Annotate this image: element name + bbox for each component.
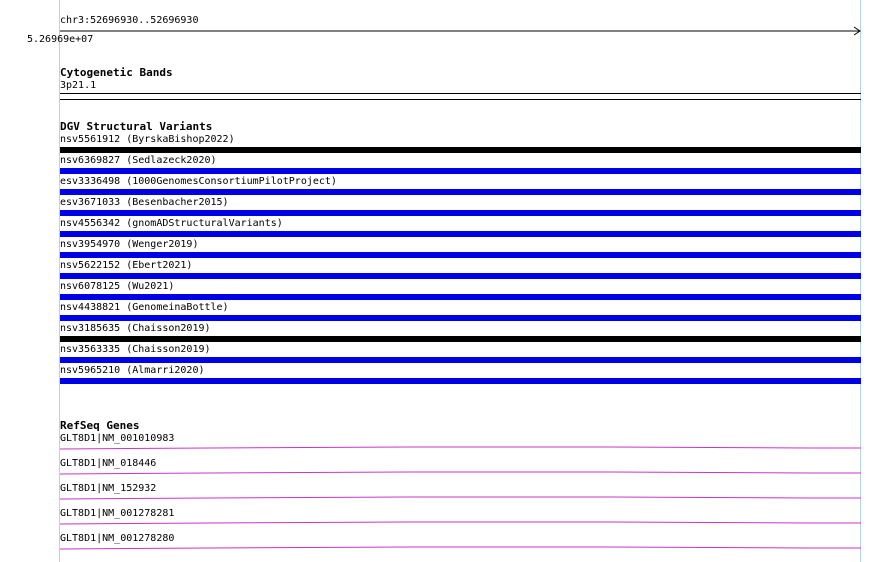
dgv-feature-label[interactable]: esv3671033 (Besenbacher2015) bbox=[60, 197, 229, 208]
dgv-feature-bar[interactable] bbox=[60, 273, 861, 279]
refseq-gene-label[interactable]: GLT8D1|NM_001010983 bbox=[60, 433, 175, 444]
dgv-feature-label[interactable]: nsv6078125 (Wu2021) bbox=[60, 281, 175, 292]
refseq-gene-label[interactable]: GLT8D1|NM_152932 bbox=[60, 483, 157, 494]
dgv-feature-bar[interactable] bbox=[60, 147, 861, 153]
dgv-feature-bar[interactable] bbox=[60, 252, 861, 258]
dgv-feature-bar[interactable] bbox=[60, 336, 861, 342]
dgv-feature-label[interactable]: nsv5561912 (ByrskaBishop2022) bbox=[60, 134, 235, 145]
refseq-gene-model[interactable] bbox=[60, 521, 861, 525]
dgv-feature-bar[interactable] bbox=[60, 378, 861, 384]
dgv-feature-label[interactable]: nsv3954970 (Wenger2019) bbox=[60, 239, 199, 250]
cytoband-bar-top bbox=[60, 93, 861, 94]
dgv-feature-bar[interactable] bbox=[60, 315, 861, 321]
refseq-gene-model[interactable] bbox=[60, 546, 861, 550]
refseq-track-title: RefSeq Genes bbox=[60, 419, 140, 432]
dgv-feature-label[interactable]: esv3336498 (1000GenomesConsortiumPilotProject) bbox=[60, 176, 337, 187]
refseq-gene-model[interactable] bbox=[60, 471, 861, 475]
dgv-feature-label[interactable]: nsv5965210 (Almarri2020) bbox=[60, 365, 205, 376]
dgv-feature-bar[interactable] bbox=[60, 189, 861, 195]
gene-intron-line bbox=[60, 497, 861, 499]
cytoband-label: 3p21.1 bbox=[60, 80, 97, 91]
right-guide-line bbox=[860, 0, 861, 562]
cytoband-bar-bottom bbox=[60, 99, 861, 100]
dgv-feature-label[interactable]: nsv6369827 (Sedlazeck2020) bbox=[60, 155, 217, 166]
cytoband-track-title: Cytogenetic Bands bbox=[60, 66, 173, 79]
locus-label: chr3:52696930..52696930 bbox=[60, 15, 199, 26]
dgv-feature-label[interactable]: nsv4438821 (GenomeinaBottle) bbox=[60, 302, 229, 313]
gene-intron-line bbox=[60, 522, 861, 524]
dgv-feature-label[interactable]: nsv5622152 (Ebert2021) bbox=[60, 260, 193, 271]
dgv-feature-bar[interactable] bbox=[60, 210, 861, 216]
dgv-feature-bar[interactable] bbox=[60, 357, 861, 363]
refseq-gene-label[interactable]: GLT8D1|NM_001278280 bbox=[60, 533, 175, 544]
refseq-gene-label[interactable]: GLT8D1|NM_018446 bbox=[60, 458, 157, 469]
refseq-gene-label[interactable]: GLT8D1|NM_001278281 bbox=[60, 508, 175, 519]
refseq-gene-model[interactable] bbox=[60, 496, 861, 500]
dgv-feature-bar[interactable] bbox=[60, 294, 861, 300]
ruler-position-label: 5.26969e+07 bbox=[27, 34, 94, 45]
refseq-gene-model[interactable] bbox=[60, 446, 861, 450]
dgv-track-title: DGV Structural Variants bbox=[60, 120, 213, 133]
gene-intron-line bbox=[60, 472, 861, 474]
gene-intron-line bbox=[60, 447, 861, 449]
dgv-feature-label[interactable]: nsv3185635 (Chaisson2019) bbox=[60, 323, 211, 334]
gene-intron-line bbox=[60, 547, 861, 549]
dgv-feature-bar[interactable] bbox=[60, 168, 861, 174]
dgv-feature-label[interactable]: nsv3563335 (Chaisson2019) bbox=[60, 344, 211, 355]
dgv-feature-bar[interactable] bbox=[60, 231, 861, 237]
ruler-axis bbox=[60, 26, 864, 36]
dgv-feature-label[interactable]: nsv4556342 (gnomADStructuralVariants) bbox=[60, 218, 283, 229]
